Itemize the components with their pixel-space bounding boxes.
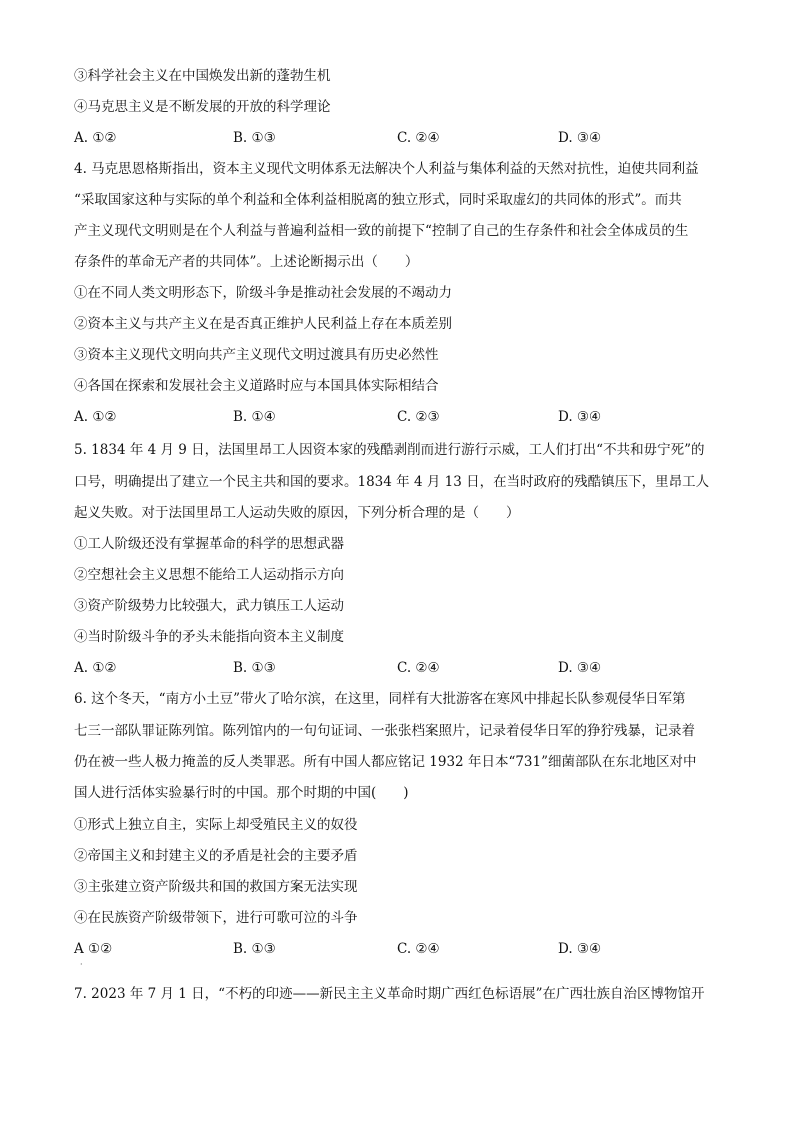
q4-stem-line-4: 存条件的革命无产者的共同体”。上述论断揭示出（ ） [74, 254, 419, 270]
q3-statement-4: ④马克思主义是不断发展的开放的科学理论 [74, 99, 331, 115]
q6-statement-3: ③主张建立资产阶级共和国的救国方案无法实现 [74, 879, 358, 895]
q4-option-c[interactable]: C. ②③ [397, 409, 440, 425]
q5-stem-line-2: 口号，明确提出了建立一个民主共和国的要求。1834 年 4 月 13 日，在当时政府的残酷镇压下，里昂工人 [74, 474, 710, 490]
q3-options [74, 128, 724, 148]
q4-stem-line-3: 产主义现代文明则是在个人利益与普遍利益相一致的前提下“控制了自己的生存条件和社会全体成员的生 [74, 223, 689, 239]
q6-stem-line-3: 仍在被一些人极力掩盖的反人类罪恶。所有中国人都应铭记 1932 年日本“731”细菌部队在东北地区对中 [74, 754, 697, 770]
q6-statement-1: ①形式上独立自主，实际上却受殖民主义的奴役 [74, 817, 358, 833]
q5-statement-1: ①工人阶级还没有掌握革命的科学的思想武器 [74, 536, 344, 552]
q4-option-b[interactable]: B. ①④ [233, 409, 276, 425]
q6-statement-4: ④在民族资产阶级带领下，进行可歌可泣的斗争 [74, 910, 358, 926]
q6-option-d[interactable]: D. ③④ [558, 941, 602, 957]
q3-statement-3: ③科学社会主义在中国焕发出新的蓬勃生机 [74, 68, 331, 84]
q6-option-a[interactable]: A ①② [74, 941, 113, 957]
q4-statement-4: ④各国在探索和发展社会主义道路时应与本国具体实际相结合 [74, 378, 439, 394]
q3-option-b[interactable]: B. ①③ [233, 130, 276, 146]
q6-option-b[interactable]: B. ①③ [233, 941, 276, 957]
q6-stem-line-1: 6. 这个冬天，“南方小土豆”带火了哈尔滨，在这里，同样有大批游客在寒风中排起长队参观侵华日军第 [74, 691, 686, 707]
q4-statement-3: ③资本主义现代文明向共产主义现代文明过渡具有历史必然性 [74, 347, 439, 363]
q4-option-d[interactable]: D. ③④ [558, 409, 602, 425]
q5-options [74, 658, 724, 678]
q4-options [74, 407, 724, 427]
q6-options [74, 939, 724, 959]
q5-statement-2: ②空想社会主义思想不能给工人运动指示方向 [74, 567, 344, 583]
q5-statement-3: ③资产阶级势力比较强大，武力镇压工人运动 [74, 598, 344, 614]
q3-option-a[interactable]: A. ①② [74, 130, 117, 146]
q3-option-c[interactable]: C. ②④ [397, 130, 440, 146]
q4-option-a[interactable]: A. ①② [74, 409, 117, 425]
q6-option-c[interactable]: C. ②④ [397, 941, 440, 957]
q5-option-d[interactable]: D. ③④ [558, 660, 602, 676]
q6-stem-line-4: 国人进行活体实验暴行时的中国。那个时期的中国( ) [74, 785, 409, 801]
stray-mark: · [80, 960, 83, 969]
q4-stem-line-2: “采取国家这种与实际的单个利益和全体利益相脱离的独立形式，同时采取虚幻的共同体的形式”。而共 [74, 192, 682, 208]
q4-stem-line-1: 4. 马克思恩格斯指出，资本主义现代文明体系无法解决个人利益与集体利益的天然对抗性，迫使共同利益 [74, 161, 699, 177]
q4-statement-2: ②资本主义与共产主义在是否真正维护人民利益上存在本质差别 [74, 316, 452, 332]
q5-option-a[interactable]: A. ①② [74, 660, 117, 676]
q5-statement-4: ④当时阶级斗争的矛头未能指向资本主义制度 [74, 629, 344, 645]
q4-statement-1: ①在不同人类文明形态下，阶级斗争是推动社会发展的不竭动力 [74, 285, 452, 301]
q5-option-c[interactable]: C. ②④ [397, 660, 440, 676]
q5-option-b[interactable]: B. ①③ [233, 660, 276, 676]
q3-option-d[interactable]: D. ③④ [558, 130, 602, 146]
q5-stem-line-3: 起义失败。对于法国里昂工人运动失败的原因，下列分析合理的是（ ） [74, 505, 520, 521]
q6-stem-line-2: 七三一部队罪证陈列馆。陈列馆内的一句句证词、一张张档案照片，记录着侵华日军的狰狞残暴，记录着 [74, 723, 695, 739]
q7-stem-line-1: 7. 2023 年 7 月 1 日，“不朽的印迹——新民主主义革命时期广西红色标语展”在广西壮族自治区博物馆开 [74, 986, 705, 1002]
q5-stem-line-1: 5. 1834 年 4 月 9 日，法国里昂工人因资本家的残酷剥削而进行游行示威，工人们打出“不共和毋宁死”的 [74, 442, 705, 458]
q6-statement-2: ②帝国主义和封建主义的矛盾是社会的主要矛盾 [74, 848, 358, 864]
